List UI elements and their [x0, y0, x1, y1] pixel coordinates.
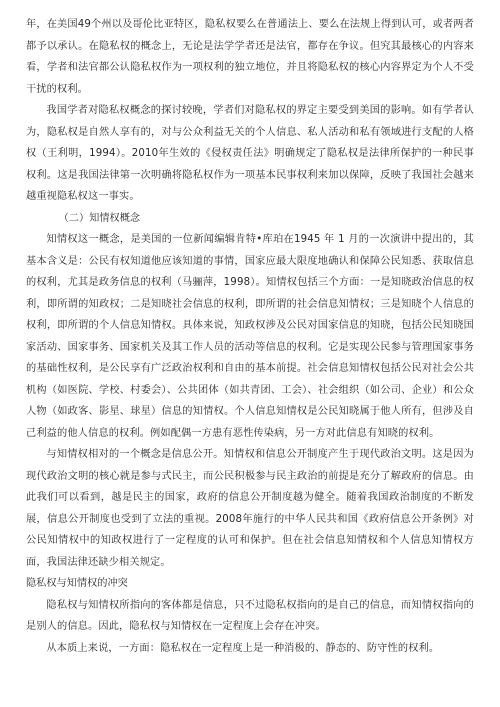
section-heading-conflict: 隐私权与知情权的冲突 — [26, 578, 128, 589]
paragraph-privacy-china: 我国学者对隐私权概念的探讨较晚，学者们对隐私权的界定主要受到美国的影响。如有学者认为，隐私权是自然人享有的，对与公众利益无关的个人信息、私人活动和私有领域进行支配的人格权（王利明，1994）。2010年生效的《侵权责任法》明确规定了隐私权是法律所保护的一种民事权利。这是我国法律第一次明确将隐私权作为一项基本民事权利来加以保障，反映了我国社会越来越重视隐私权这一事实。 — [26, 105, 474, 202]
paragraph-information-disclosure: 与知情权相对的一个概念是信息公开。知情权和信息公开制度产生于现代政治文明。这是因为现代政治文明的核心就是参与式民主，而公民积极参与民主政治的前提是充分了解政府的信息。由此我们可以看到，越是民主的国家，政府的信息公开制度越为健全。随着我国政治制度的不断发展，信息公开制度也受到了立法的重视。2008年施行的中华人民共和国《政府信息公开条例》对公民知情权中的知政权进行了一定程度的认可和保护。但在社会信息知情权和个人信息知情权方面，我国法律还缺少相关规定。 — [26, 449, 474, 568]
paragraph-privacy-us: 年，在美国49个州以及哥伦比亚特区，隐私权要么在普通法上、要么在法规上得到认可，或者两者都予以承认。在隐私权的概念上，无论是法学学者还是法官，都存在争议。但究其最核心的内容来看，学者和法官都公认隐私权作为一项权利的独立地位，并且将隐私权的核心内容界定为个人不受干扰的权利。 — [26, 19, 474, 95]
paragraph-right-to-know-definition: 知情权这一概念，是美国的一位新闻编辑肯特•库珀在1945 年 1 月的一次演讲中提出的，其基本含义是：公民有权知道他应该知道的事情，国家应最大限度地确认和保障公民知悉、获取信息的权利，尤其是政务信息的权利（马骊萍，1998）。知情权包括三个方面：一是知晓政治信息的权利，即所谓的知政权；二是知晓社会信息的权利，即所谓的社会信息知情权；三是知晓个人信息的权利，即所谓的个人信息知情权。具体来说，知政权涉及公民对国家信息的知晓，包括公民知晓国家活动、国家事务、国家机关及其工作人员的活动等信息的权利。它是实现公民参与管理国家事务的基础性权利，是公民享有广泛政治权利和自由的基本前提。社会信息知情权包括公民对社会公共机构（如医院、学校、村委会）、公共团体（如共青团、工会）、社会组织（如公司、企业）和公众人物（如政客、影星、球星）信息的知情权。个人信息知情权是公民知晓属于他人所有，但涉及自己利益的他人信息的权利。例如配偶一方患有恶性传染病，另一方对此信息有知晓的权利。 — [26, 234, 474, 439]
subheading-right-to-know: （二）知情权概念 — [58, 212, 141, 224]
paragraph-conflict-object: 隐私权与知情权所指向的客体都是信息，只不过隐私权指向的是自己的信息，而知情权指向的是别人的信息。因此，隐私权与知情权在一定程度上会存在冲突。 — [26, 599, 474, 632]
paragraph-conflict-nature: 从本质上来说，一方面：隐私权在一定程度上是一种消极的、静态的、防守性的权利。 — [46, 642, 440, 654]
